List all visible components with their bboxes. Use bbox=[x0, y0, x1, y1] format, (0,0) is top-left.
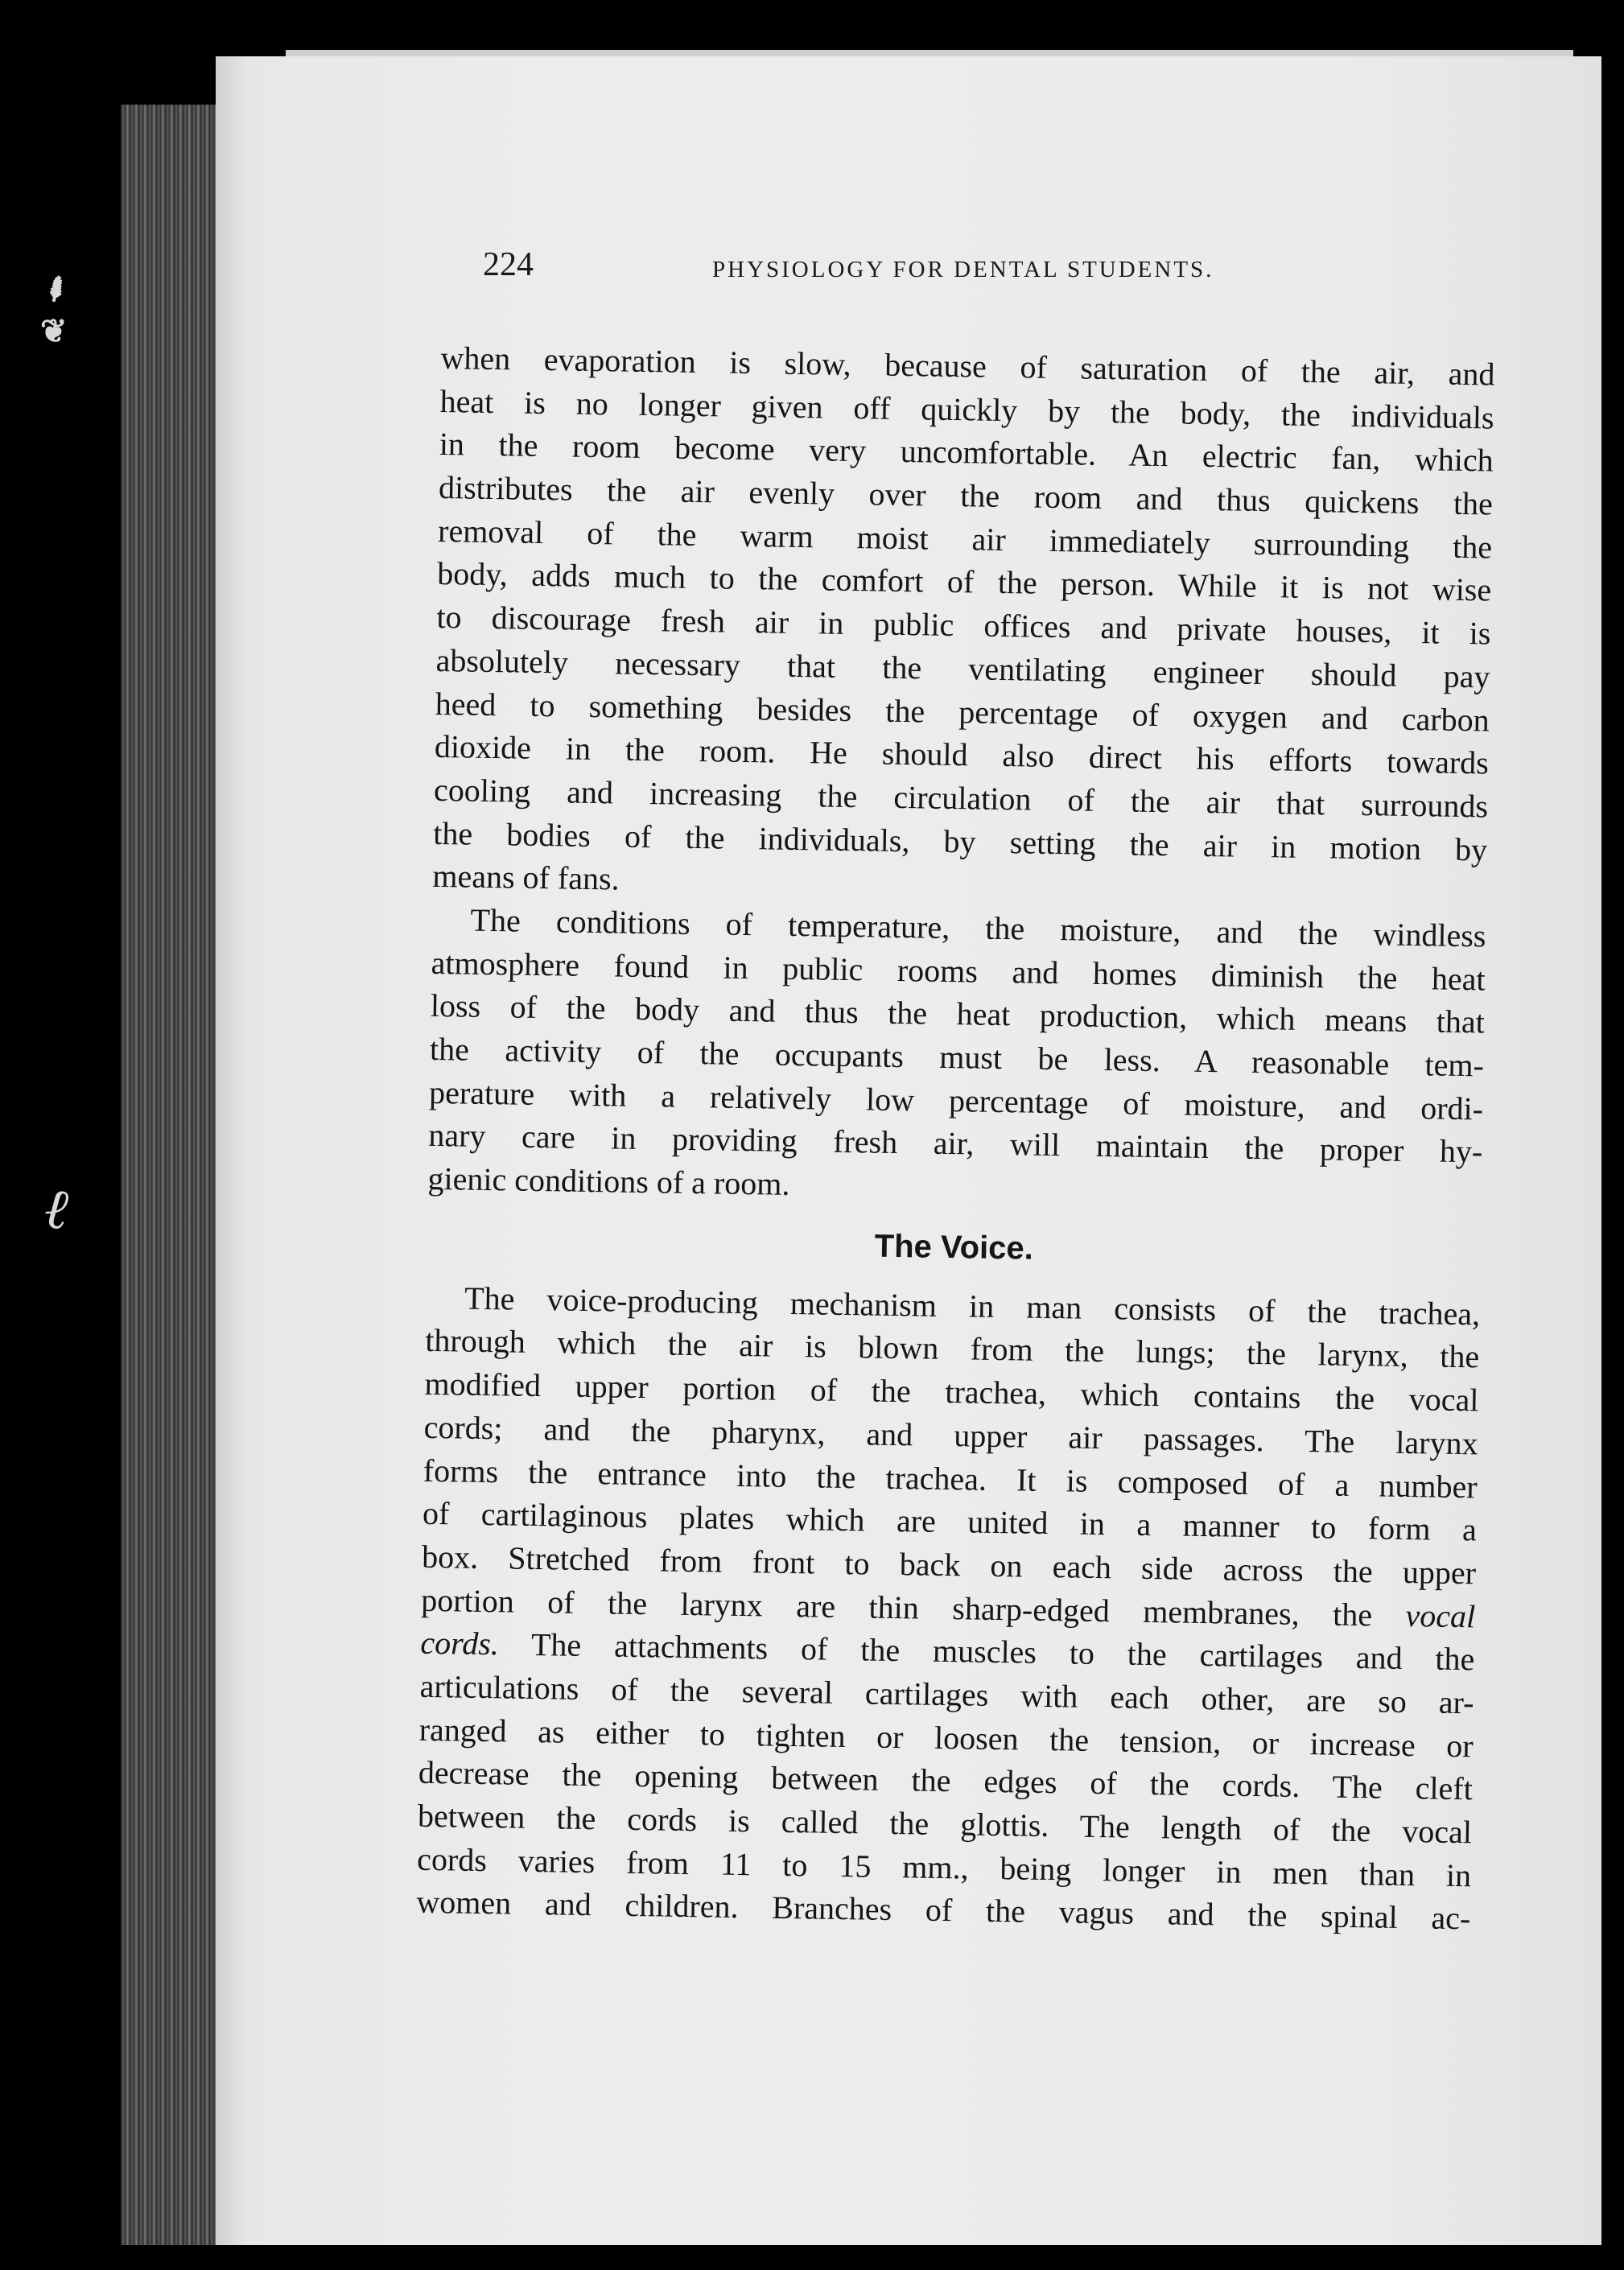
text-line: cords. The attachments of the muscles to the cartilages and the bbox=[420, 1625, 1475, 1678]
margin-blot: ℓ bbox=[38, 1173, 76, 1243]
text-line: body, adds much to the comfort of the person. While it is not wise bbox=[437, 555, 1492, 608]
text-line: heed to something besides the percentage of oxygen and carbon bbox=[435, 685, 1490, 739]
text-line: to discourage fresh air in public offices and private houses, it is bbox=[436, 599, 1491, 652]
body-text bbox=[416, 336, 1495, 1940]
text-line: distributes the air evenly over the room and thus quickens the bbox=[438, 469, 1494, 522]
text-line: cords; and the pharynx, and upper air passages. The larynx bbox=[423, 1408, 1478, 1462]
running-header bbox=[483, 245, 1529, 294]
text-line: cooling and increasing the circulation of the air that surrounds bbox=[433, 771, 1489, 825]
text-line: loss of the body and thus the heat production, which means that bbox=[430, 987, 1486, 1040]
text-line: means of fans. bbox=[432, 858, 620, 897]
text-line: The conditions of temperature, the moisture, and the windless bbox=[470, 901, 1486, 954]
text-line: when evaporation is slow, because of saturation of the air, and bbox=[440, 339, 1495, 393]
text-line: modified upper portion of the trachea, which contains the vocal bbox=[424, 1365, 1479, 1419]
text-line: women and children. Branches of the vagus and the spinal ac- bbox=[416, 1884, 1471, 1937]
text-line: dioxide in the room. He should also direct his efforts towards bbox=[434, 728, 1490, 781]
margin-blot: ❦ bbox=[40, 312, 68, 350]
text-line: of cartilaginous plates which are united in a manner to form a bbox=[422, 1495, 1478, 1548]
text-line: the bodies of the individuals, by setting the air in motion by bbox=[432, 814, 1488, 868]
text-line: The voice-producing mechanism in man consists of the trachea, bbox=[464, 1279, 1481, 1333]
text-line: forms the entrance into the trachea. It is composed of a number bbox=[422, 1452, 1478, 1505]
text-line: nary care in providing fresh air, will maintain the proper hy- bbox=[428, 1117, 1483, 1170]
paragraph bbox=[432, 336, 1495, 914]
text-line: heat is no longer given off quickly by the body, the individuals bbox=[439, 382, 1494, 436]
margin-blot: ⸙ bbox=[35, 262, 77, 313]
text-line: the activity of the occupants must be less. A reasonable tem- bbox=[429, 1030, 1485, 1084]
text-line: in the room become very uncomfortable. An electric fan, which bbox=[439, 426, 1494, 479]
text-line: decrease the opening between the edges of the cords. The cleft bbox=[418, 1754, 1474, 1807]
text-line: removal of the warm moist air immediately surrounding the bbox=[437, 512, 1493, 566]
text-line: articulations of the several cartilages with each other, are so ar- bbox=[419, 1667, 1474, 1721]
text-line: cords varies from 11 to 15 mm., being longer in men than in bbox=[416, 1840, 1472, 1894]
text-line: perature with a relatively low percentage of moisture, and ordi- bbox=[428, 1073, 1484, 1127]
text-line: between the cords is called the glottis. The length of the vocal bbox=[417, 1797, 1473, 1851]
text-line: gienic conditions of a room. bbox=[427, 1160, 790, 1202]
text-line: ranged as either to tighten or loosen the tension, or increase or bbox=[418, 1711, 1474, 1764]
paragraph bbox=[427, 898, 1486, 1217]
section-heading: The Voice. bbox=[874, 1228, 1034, 1267]
text-line: box. Stretched from front to back on each side across the upper bbox=[421, 1538, 1477, 1592]
text-line: portion of the larynx are thin sharp-edged membranes, the vocal bbox=[420, 1581, 1476, 1634]
running-title: PHYSIOLOGY FOR DENTAL STUDENTS. bbox=[712, 257, 1214, 282]
text-line: through which the air is blown from the lungs; the larynx, the bbox=[425, 1322, 1480, 1375]
paragraph bbox=[416, 1276, 1480, 1941]
text-line: absolutely necessary that the ventilating engineer should pay bbox=[435, 641, 1490, 695]
page-number: 224 bbox=[483, 246, 534, 283]
text-line: atmosphere found in public rooms and homes diminish the heat bbox=[431, 944, 1486, 998]
